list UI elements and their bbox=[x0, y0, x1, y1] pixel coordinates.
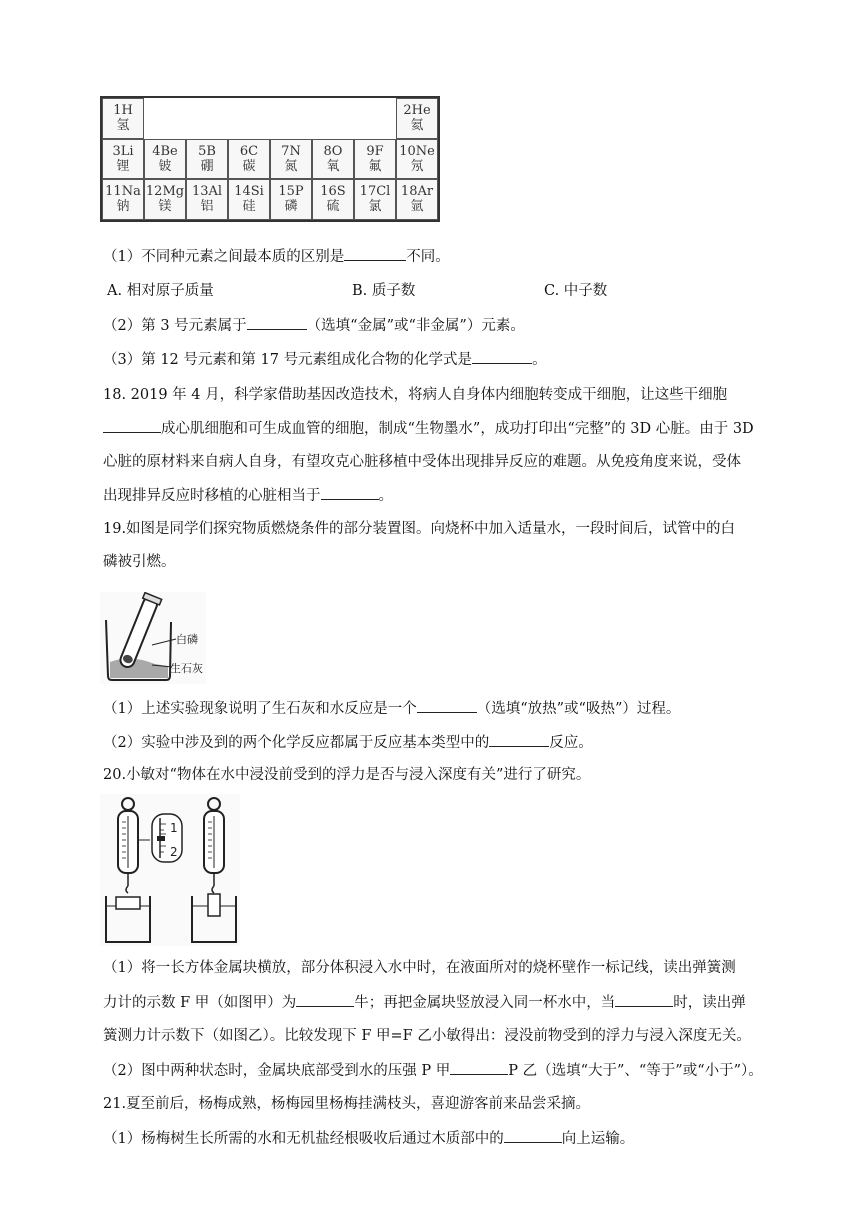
element-cell bbox=[354, 139, 396, 180]
q19-part1 bbox=[103, 698, 680, 719]
answer-blank[interactable] bbox=[344, 246, 406, 261]
element-name: 硼 bbox=[200, 158, 214, 174]
element-name: 氩 bbox=[410, 199, 424, 215]
element-name: 氧 bbox=[326, 158, 340, 174]
element-cell bbox=[396, 139, 438, 180]
q21-part1-suffix: 向上运输。 bbox=[561, 1131, 635, 1147]
q18-line4 bbox=[103, 485, 393, 506]
element-cell bbox=[228, 139, 270, 180]
answer-blank[interactable] bbox=[296, 992, 354, 1007]
element-symbol: 5B bbox=[198, 143, 216, 159]
q17-part1 bbox=[103, 246, 450, 267]
answer-blank[interactable] bbox=[103, 418, 161, 433]
element-symbol: 12Mg bbox=[145, 184, 185, 200]
q20-part2-suffix: P 乙（选填“大于”、“等于”或“小于”）。 bbox=[508, 1063, 763, 1079]
element-name: 碳 bbox=[242, 158, 256, 174]
answer-blank[interactable] bbox=[321, 485, 379, 500]
q20-part1-line2 bbox=[103, 992, 746, 1013]
element-symbol: 13Al bbox=[191, 184, 223, 200]
element-cell bbox=[270, 179, 312, 220]
element-name: 氟 bbox=[368, 158, 382, 174]
q17-part3-text: （3）第 12 号元素和第 17 号元素组成化合物的化学式是 bbox=[103, 352, 473, 368]
q19-part1-suffix: （选填“放热”或“吸热”）过程。 bbox=[476, 701, 681, 717]
answer-blank[interactable] bbox=[247, 315, 307, 330]
q17-part3 bbox=[103, 349, 547, 370]
q18-line1: 18. 2019 年 4 月，科学家借助基因改造技术，将病人自身体内细胞转变成干细胞，让这些干细胞 bbox=[103, 387, 728, 403]
answer-blank[interactable] bbox=[615, 992, 673, 1007]
q20-part2-text: （2）图中两种状态时，金属块底部受到水的压强 P 甲 bbox=[103, 1063, 451, 1079]
q17-part2-text: （2）第 3 号元素属于 bbox=[103, 318, 247, 334]
element-cell bbox=[396, 179, 438, 220]
element-cell bbox=[228, 179, 270, 220]
answer-blank[interactable] bbox=[417, 698, 477, 713]
q18-line4-suffix: 。 bbox=[378, 488, 393, 504]
q20-part1-line3: 簧测力计示数下（如图乙）。比较发现下 F 甲=F 乙小敏得出：浸没前物受到的浮力与浸入深度无关。 bbox=[103, 1028, 751, 1044]
element-symbol: 18Ar bbox=[400, 184, 434, 200]
q17-part2-suffix: （选填“金属”或“非金属”）元素。 bbox=[306, 318, 525, 334]
element-name: 氦 bbox=[410, 118, 424, 133]
element-name: 铝 bbox=[200, 199, 214, 215]
element-symbol: 11Na bbox=[105, 184, 141, 200]
element-cell bbox=[102, 98, 144, 139]
q20-line1: 20.小敏对“物体在水中浸没前受到的浮力是否与浸入深度有关”进行了研究。 bbox=[103, 767, 591, 783]
combustion-apparatus-figure bbox=[100, 592, 206, 684]
q19-part1-text: （1）上述实验现象说明了生石灰和水反应是一个 bbox=[103, 701, 417, 717]
q19-line1: 19.如图是同学们探究物质燃烧条件的部分装置图。向烧杯中加入适量水，一段时间后，试管中的白 bbox=[103, 521, 736, 537]
q21-part1-text: （1）杨梅树生长所需的水和无机盐经根吸收后通过木质部中的 bbox=[103, 1131, 504, 1147]
q20-part1-line2-suffix: 时，读出弹 bbox=[673, 995, 746, 1011]
q17-part2 bbox=[103, 315, 525, 336]
element-cell bbox=[102, 179, 144, 220]
q20-part2 bbox=[103, 1060, 763, 1081]
element-name: 硅 bbox=[242, 199, 256, 215]
element-cell bbox=[144, 139, 186, 180]
q20-part1-line2-mid: 牛；再把金属块竖放浸入同一杯水中，当 bbox=[354, 995, 616, 1011]
element-symbol: 6C bbox=[239, 143, 259, 159]
q17-part3-suffix: 。 bbox=[532, 352, 547, 368]
q18-line2 bbox=[103, 418, 754, 439]
q20-part1-line1: （1）将一长方体金属块横放，部分体积浸入水中时，在液面所对的烧杯壁作一标记线，读出弹簧测 bbox=[103, 960, 736, 976]
element-cell bbox=[270, 139, 312, 180]
element-cell bbox=[312, 179, 354, 220]
q17-option-b[interactable]: B. 质子数 bbox=[352, 283, 416, 299]
q18-line3: 心脏的原材料来自病人自身，有望攻克心脏移植中受体出现排异反应的难题。从免疫角度来说，受体 bbox=[103, 454, 741, 470]
q18-line4-text: 出现排异反应时移植的心脏相当于 bbox=[103, 488, 321, 504]
q19-part2-suffix: 反应。 bbox=[549, 735, 593, 751]
answer-blank[interactable] bbox=[489, 732, 549, 747]
element-symbol: 17Cl bbox=[359, 184, 391, 200]
element-cell bbox=[102, 139, 144, 180]
element-cell bbox=[396, 98, 438, 139]
element-name: 硫 bbox=[326, 199, 340, 215]
answer-blank[interactable] bbox=[472, 349, 532, 364]
q17-part1-suffix: 不同。 bbox=[406, 249, 450, 265]
element-name: 氢 bbox=[116, 118, 130, 133]
element-cell bbox=[186, 139, 228, 180]
element-cell bbox=[312, 139, 354, 180]
q19-part2-text: （2）实验中涉及到的两个化学反应都属于反应基本类型中的 bbox=[103, 735, 490, 751]
element-symbol: 10Ne bbox=[399, 143, 435, 159]
element-name: 磷 bbox=[284, 199, 298, 215]
q18-line2-text: 成心肌细胞和可生成血管的细胞，制成“生物墨水”，成功打印出“完整”的 3D 心脏。由于 3D bbox=[161, 421, 754, 437]
element-symbol: 3Li bbox=[112, 143, 134, 159]
scale-mark-1: 1 bbox=[170, 821, 178, 835]
element-symbol: 7N bbox=[281, 143, 301, 159]
periodic-table bbox=[100, 96, 440, 222]
q17-option-c[interactable]: C. 中子数 bbox=[544, 283, 608, 299]
element-name: 铍 bbox=[158, 158, 172, 174]
element-symbol: 9F bbox=[366, 143, 384, 159]
element-symbol: 15P bbox=[278, 184, 304, 200]
q19-part2 bbox=[103, 732, 593, 753]
element-cell bbox=[186, 179, 228, 220]
label-quicklime: 生石灰 bbox=[170, 662, 203, 675]
element-name: 氮 bbox=[284, 158, 298, 174]
element-cell bbox=[354, 179, 396, 220]
answer-blank[interactable] bbox=[504, 1128, 562, 1143]
element-symbol: 1H bbox=[113, 103, 133, 118]
element-cell bbox=[144, 179, 186, 220]
metal-block-vertical bbox=[208, 894, 220, 916]
element-symbol: 4Be bbox=[152, 143, 178, 159]
element-symbol: 2He bbox=[403, 103, 431, 118]
q20-part1-line2-text: 力计的示数 F 甲（如图甲）为 bbox=[103, 995, 297, 1011]
element-name: 锂 bbox=[116, 158, 130, 174]
element-name: 氖 bbox=[410, 158, 424, 174]
element-name: 镁 bbox=[158, 199, 172, 215]
scale-mark-2: 2 bbox=[170, 845, 178, 859]
q17-part1-text: （1）不同种元素之间最本质的区别是 bbox=[103, 249, 345, 265]
q19-line2: 磷被引燃。 bbox=[103, 554, 176, 570]
answer-blank[interactable] bbox=[450, 1060, 508, 1075]
label-white-phosphorus: 白磷 bbox=[176, 633, 198, 646]
element-symbol: 16S bbox=[320, 184, 346, 200]
q21-part1 bbox=[103, 1128, 634, 1149]
element-name: 钠 bbox=[116, 199, 130, 215]
element-symbol: 14Si bbox=[234, 184, 264, 200]
q21-line1: 21.夏至前后，杨梅成熟，杨梅园里杨梅挂满枝头，喜迎游客前来品尝采摘。 bbox=[103, 1096, 591, 1112]
metal-block-horizontal bbox=[116, 897, 140, 909]
spring-scale-figure bbox=[100, 794, 240, 946]
element-name: 氯 bbox=[368, 199, 382, 215]
q17-option-a[interactable]: A. 相对原子质量 bbox=[107, 283, 214, 299]
element-symbol: 8O bbox=[323, 143, 343, 159]
